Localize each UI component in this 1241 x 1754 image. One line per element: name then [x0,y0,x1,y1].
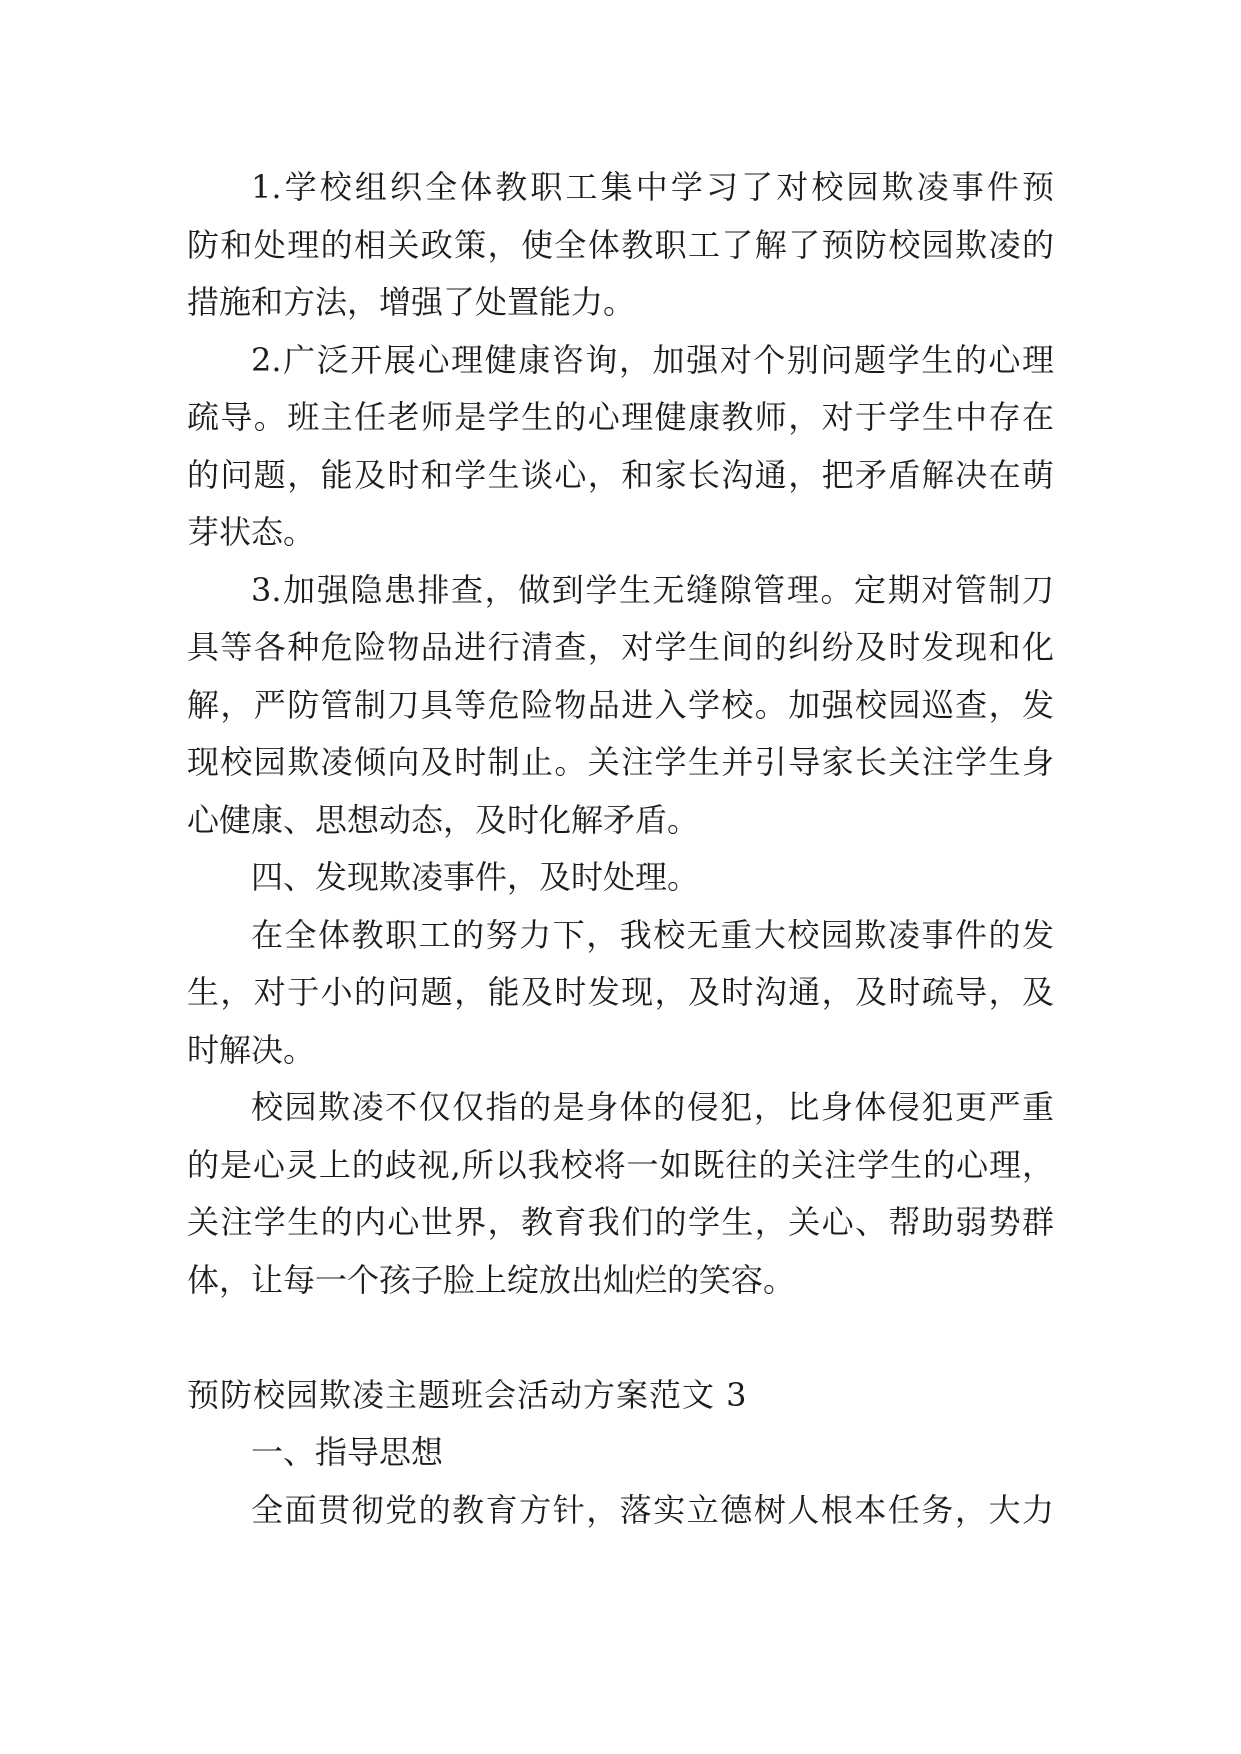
paragraph-line: 时解决。 [187,1030,316,1069]
paragraph-line: 芽状态。 [187,513,316,551]
paragraph-line: 生，对于小的问题，能及时发现，及时沟通，及时疏导，及 [187,973,1054,1011]
paragraph-line: 具等各种危险物品进行清查，对学生间的纠纷及时发现和化 [187,628,1054,666]
subheading-guiding-ideology [187,1424,1054,1482]
section-heading-four [187,849,1054,907]
paragraph-line: 心健康、思想动态，及时化解矛盾。 [187,800,700,839]
paragraph-line: 2.广泛开展心理健康咨询，加强对个别问题学生的心理 [251,340,1054,379]
paragraph-line: 的是心灵上的歧视,所以我校将一如既往的关注学生的心理， [187,1145,1054,1184]
paragraph-inspection [187,562,1054,850]
paragraph-results [187,907,1054,1080]
paragraph-line: 在全体教职工的努力下，我校无重大校园欺凌事件的发 [251,915,1054,954]
paragraph-line: 的问题，能及时和学生谈心，和家长沟通，把矛盾解决在萌 [187,455,1054,494]
paragraph-line: 解，严防管制刀具等危险物品进入学校。加强校园巡查，发 [187,685,1054,724]
paragraph-line: 关注学生的内心世界，教育我们的学生，关心、帮助弱势群 [187,1203,1054,1241]
paragraph-line: 防和处理的相关政策，使全体教职工了解了预防校园欺凌的 [187,225,1054,264]
paragraph-guiding-ideology [187,1482,1054,1540]
paragraph-training [187,159,1054,332]
paragraph-line: 3.加强隐患排查，做到学生无缝隙管理。定期对管制刀 [251,570,1054,609]
paragraph-counseling [187,332,1054,562]
paragraph-line: 疏导。班主任老师是学生的心理健康教师，对于学生中存在 [187,398,1054,436]
paragraph-line: 校园欺凌不仅仅指的是身体的侵犯，比身体侵犯更严重 [251,1088,1054,1126]
paragraph-line: 措施和方法，增强了处置能力。 [187,283,636,321]
section-title: 预防校园欺凌主题班会活动方案范文 3 [187,1375,748,1414]
paragraph-line: 全面贯彻党的教育方针，落实立德树人根本任务，大力 [251,1490,1054,1529]
paragraph-line: 四、发现欺凌事件，及时处理。 [251,858,700,896]
paragraph-line: 一、指导思想 [251,1433,444,1471]
paragraph-conclusion [187,1079,1054,1309]
paragraph-line: 1.学校组织全体教职工集中学习了对校园欺凌事件预 [251,168,1054,206]
blank-line [187,1309,1054,1367]
paragraph-line: 现校园欺凌倾向及时制止。关注学生并引导家长关注学生身 [187,743,1054,781]
paragraph-line: 体，让每一个孩子脸上绽放出灿烂的笑容。 [187,1260,796,1299]
